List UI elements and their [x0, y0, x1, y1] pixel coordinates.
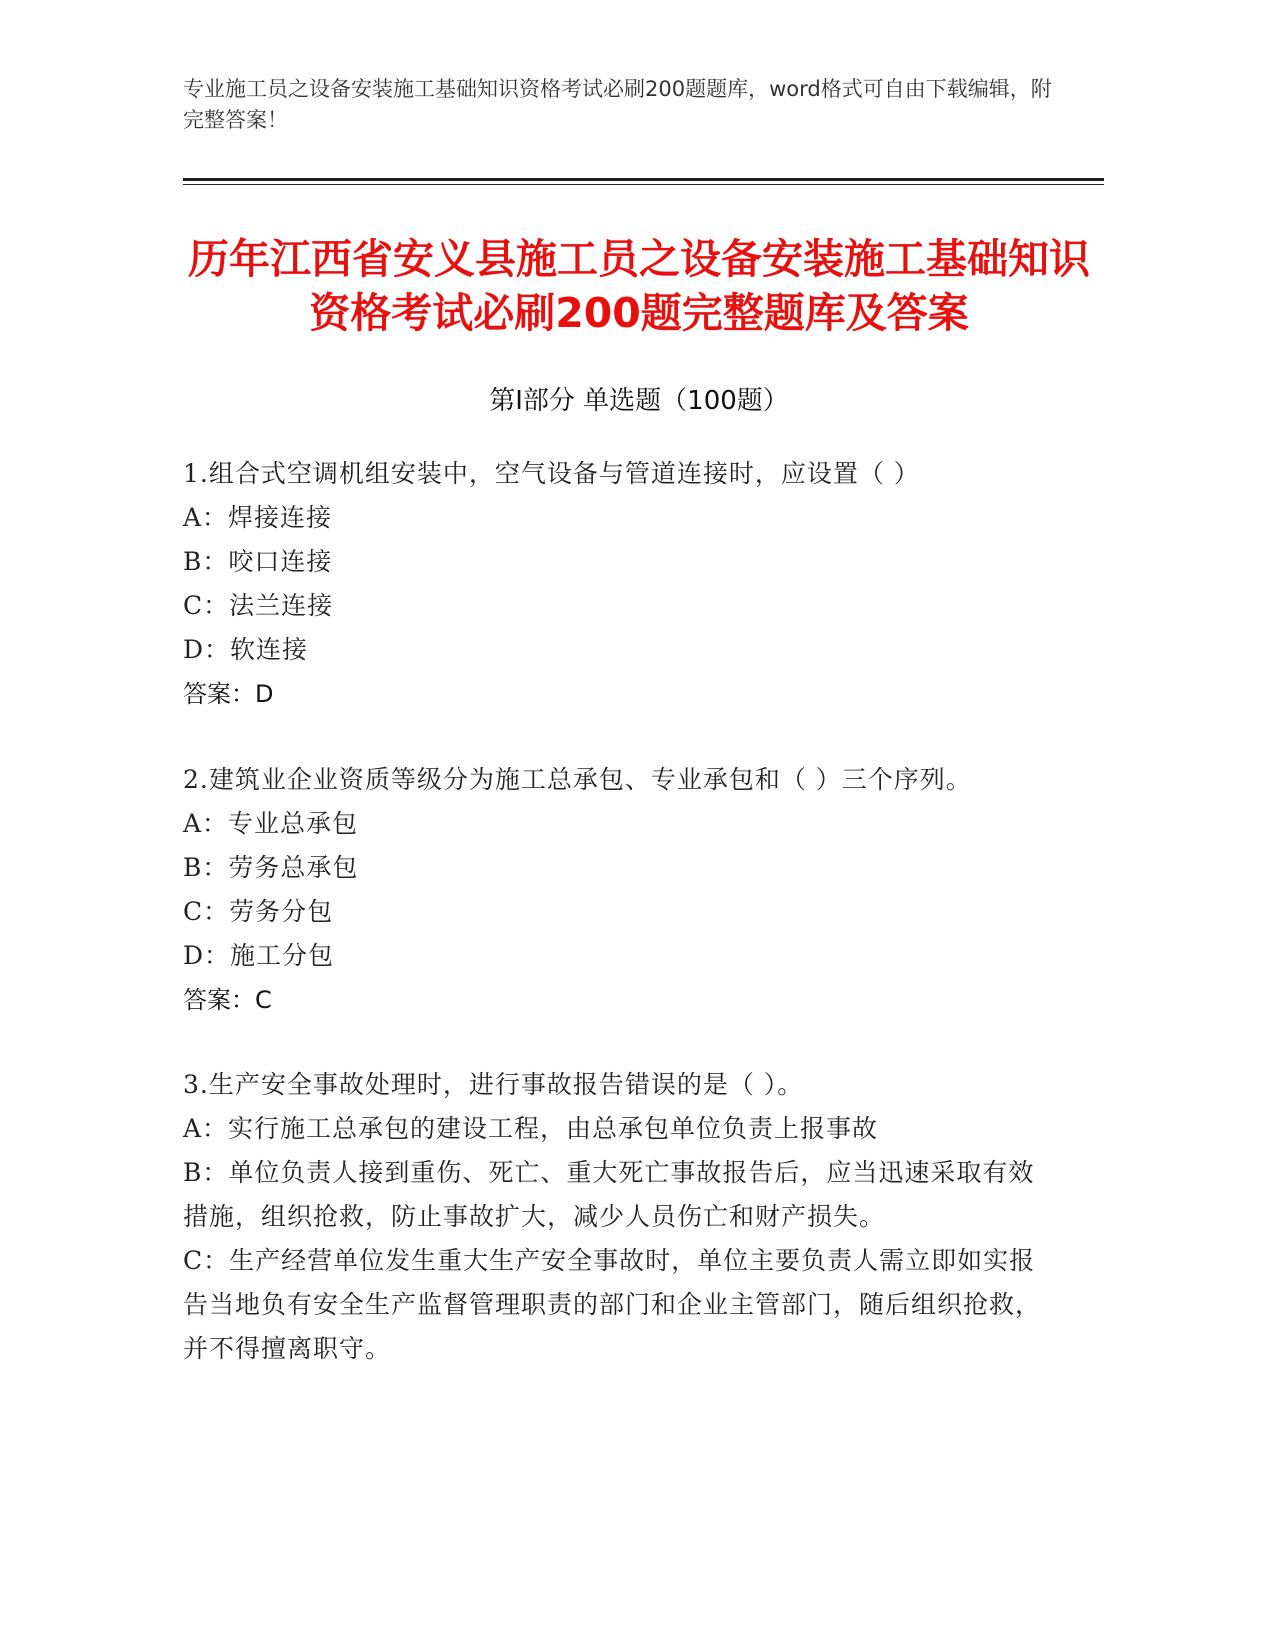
- answer-line: [183, 978, 1043, 1022]
- header-divider-thick: [183, 178, 1104, 181]
- answer-label: 答案：: [183, 986, 255, 1014]
- option-c: C：法兰连接: [183, 591, 334, 620]
- option-b: B：咬口连接: [183, 547, 333, 576]
- question-2: [183, 758, 1043, 1022]
- question-stem: 2.建筑业企业资质等级分为施工总承包、专业承包和（ ）三个序列。: [183, 765, 972, 794]
- option-a: A：焊接连接: [183, 503, 333, 532]
- question-1: [183, 452, 1043, 716]
- option-d: D：施工分包: [183, 941, 335, 970]
- option-c: C：生产经营单位发生重大生产安全事故时，单位主要负责人需立即如实报告当地负有安全生产监督管理职责的部门和企业主管部门，随后组织抢救，并不得擅离职守。: [183, 1246, 1042, 1363]
- answer-label: 答案：: [183, 680, 255, 708]
- option-b: B：劳务总承包: [183, 853, 359, 882]
- option-a: A：专业总承包: [183, 809, 359, 838]
- header-note: 专业施工员之设备安装施工基础知识资格考试必刷200题题库，word格式可自由下载编辑，附完整答案！: [183, 77, 1052, 132]
- option-b: B：单位负责人接到重伤、死亡、重大死亡事故报告后，应当迅速采取有效措施，组织抢救，防止事故扩大，减少人员伤亡和财产损失。: [183, 1158, 1035, 1231]
- question-stem: 1.组合式空调机组安装中，空气设备与管道连接时，应设置（ ）: [183, 459, 920, 488]
- option-d: D：软连接: [183, 635, 309, 664]
- document-title: 历年江西省安义县施工员之设备安装施工基础知识资格考试必刷200题完整题库及答案: [188, 235, 1090, 337]
- question-3: [183, 1063, 1043, 1371]
- option-c: C：劳务分包: [183, 897, 334, 926]
- section-title: 第Ⅰ部分 单选题（100题）: [489, 386, 789, 416]
- answer-line: [183, 672, 1043, 716]
- header-divider-thin: [183, 184, 1104, 185]
- question-stem: 3.生产安全事故处理时，进行事故报告错误的是（ ）。: [183, 1070, 804, 1099]
- answer-value: D: [255, 680, 274, 708]
- option-a: A：实行施工总承包的建设工程，由总承包单位负责上报事故: [183, 1114, 879, 1143]
- answer-value: C: [255, 986, 272, 1014]
